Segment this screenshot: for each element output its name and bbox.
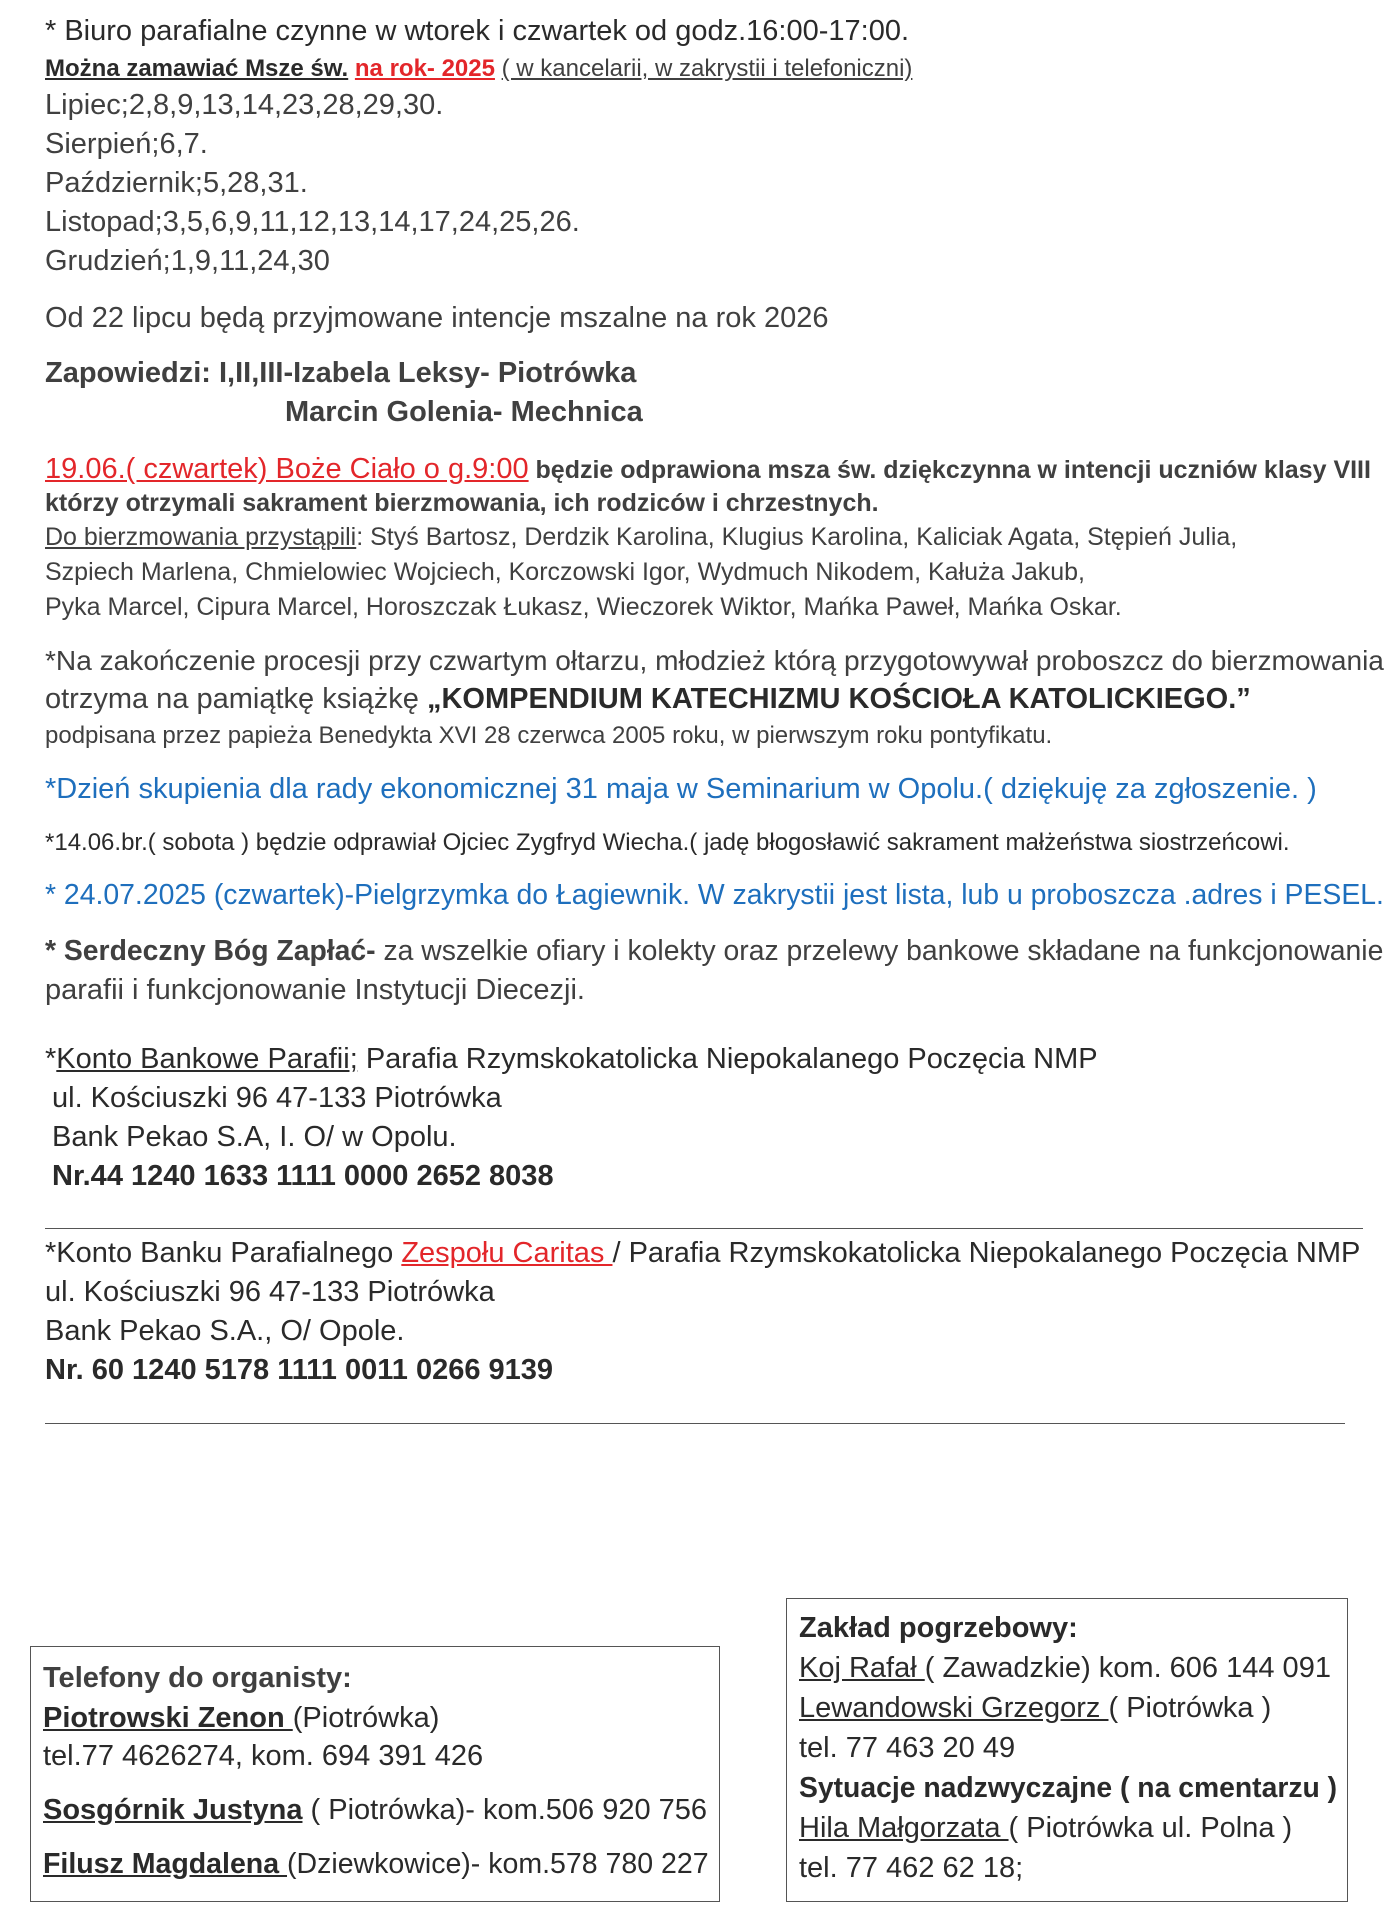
available-date-november: Listopad;3,5,6,9,11,12,13,14,17,24,25,26. <box>45 206 580 238</box>
available-date-august: Sierpień;6,7. <box>45 128 208 160</box>
thanks-line-2: parafii i funkcjonowanie Instytucji Diecezji. <box>45 974 585 1006</box>
caritas-account-bank: Bank Pekao S.A., O/ Opole. <box>45 1315 405 1347</box>
emergency-title: Sytuacje nadzwyczajne ( na cmentarzu ) <box>799 1772 1338 1804</box>
office-hours: * Biuro parafialne czynne w wtorek i czwartek od godz.16:00-17:00. <box>45 15 910 47</box>
procession-line-2: otrzyma na pamiątkę książkę „KOMPENDIUM KATECHIZMU KOŚCIOŁA KATOLICKIEGO.” <box>45 683 1251 715</box>
saturday-notice: *14.06.br.( sobota ) będzie odprawiał Ojciec Zygfryd Wiecha.( jadę błogosławić sakrament małżeństwa siostrzeńcowi. <box>45 829 1290 856</box>
confirmation-list-2: Szpiech Marlena, Chmielowiec Wojciech, Korczowski Igor, Wydmuch Nikodem, Kałuża Jakub, <box>45 558 1086 586</box>
confirmation-list-label: Do bierzmowania przystąpili <box>45 523 357 551</box>
funeral-contact-2-phone: tel. 77 463 20 49 <box>799 1732 1016 1764</box>
parish-account-number: Nr.44 1240 1633 1111 0000 2652 8038 <box>52 1160 554 1192</box>
thanks-line-1: * Serdeczny Bóg Zapłać- za wszelkie ofiary i kolekty oraz przelewy bankowe składane na funkcjonowanie <box>45 935 1384 967</box>
thanks-bold: * Serdeczny Bóg Zapłać- <box>45 935 376 967</box>
corpus-christi-text: będzie odprawiona msza św. dziękczynna w intencji uczniów klasy VIII <box>528 456 1371 484</box>
funeral-contact-1: Koj Rafał ( Zawadzkie) kom. 606 144 091 <box>799 1652 1331 1684</box>
intentions-2026: Od 22 lipcu będą przyjmowane intencje mszalne na rok 2026 <box>45 302 829 334</box>
retreat-notice: *Dzień skupienia dla rady ekonomicznej 31 maja w Seminarium w Opolu.( dziękuję za zgłoszenie. ) <box>45 773 1317 805</box>
available-date-october: Październik;5,28,31. <box>45 167 308 199</box>
funeral-contact-2: Lewandowski Grzegorz ( Piotrówka ) <box>799 1692 1272 1724</box>
corpus-christi-line <box>45 452 1371 486</box>
mass-orders-lead: Można zamawiać Msze św. <box>45 55 349 82</box>
divider-top <box>45 1228 1363 1229</box>
mass-orders-line <box>45 54 912 84</box>
caritas-account-address: ul. Kościuszki 96 47-133 Piotrówka <box>45 1276 495 1308</box>
mass-orders-year: na rok- 2025 <box>354 55 495 82</box>
organist-1: Piotrowski Zenon (Piotrówka) <box>43 1702 440 1734</box>
mass-orders-where: ( w kancelarii, w zakrystii i telefoniczni) <box>501 55 913 82</box>
confirmation-list-1: Do bierzmowania przystąpili: Styś Bartosz, Derdzik Karolina, Klugius Karolina, Kaliciak Agata, Stępień Julia, <box>45 523 1238 551</box>
caritas-account-number: Nr. 60 1240 5178 1111 0011 0266 9139 <box>45 1354 554 1386</box>
parish-account-label: Konto Bankowe Parafii; <box>56 1043 358 1075</box>
funeral-box <box>786 1598 1348 1902</box>
funeral-contact-3-phone: tel. 77 462 62 18; <box>799 1852 1024 1884</box>
corpus-christi-text-2: którzy otrzymali sakrament bierzmowania, ich rodziców i chrzestnych. <box>45 489 879 517</box>
organist-3: Filusz Magdalena (Dziewkowice)- kom.578 780 227 <box>43 1848 709 1880</box>
pilgrimage-notice: * 24.07.2025 (czwartek)-Pielgrzymka do Łagiewnik. W zakrystii jest lista, lub u proboszcza .adres i PESEL. <box>45 879 1384 911</box>
parish-account-line: *Konto Bankowe Parafii; Parafia Rzymskokatolicka Niepokalanego Poczęcia NMP <box>45 1043 1098 1075</box>
funeral-title: Zakład pogrzebowy: <box>799 1612 1078 1644</box>
divider-bottom <box>45 1423 1345 1424</box>
available-date-december: Grudzień;1,9,11,24,30 <box>45 245 330 277</box>
book-title: „KOMPENDIUM KATECHIZMU KOŚCIOŁA KATOLICKIEGO.” <box>426 683 1251 715</box>
procession-line-3: podpisana przez papieża Benedykta XVI 28 czerwca 2005 roku, w pierwszym roku pontyfikatu. <box>45 722 1053 749</box>
organists-title: Telefony do organisty: <box>43 1662 352 1694</box>
caritas-account-line: *Konto Banku Parafialnego Zespołu Caritas / Parafia Rzymskokatolicka Niepokalanego Poczęcia NMP <box>45 1237 1361 1269</box>
confirmation-list-3: Pyka Marcel, Cipura Marcel, Horoszczak Łukasz, Wieczorek Wiktor, Mańka Paweł, Mańka Oskar. <box>45 593 1122 621</box>
banns-line: Zapowiedzi: I,II,III-Izabela Leksy- Piotrówka <box>45 357 637 389</box>
organist-1-phone: tel.77 4626274, kom. 694 391 426 <box>43 1740 484 1772</box>
parish-account-address: ul. Kościuszki 96 47-133 Piotrówka <box>52 1082 502 1114</box>
caritas-name: Zespołu Caritas <box>401 1237 613 1269</box>
organist-2: Sosgórnik Justyna ( Piotrówka)- kom.506 920 756 <box>43 1794 708 1826</box>
procession-line-1: *Na zakończenie procesji przy czwartym ołtarzu, młodzież którą przygotowywał proboszcz do bierzmowania <box>45 645 1384 676</box>
available-date-july: Lipiec;2,8,9,13,14,23,28,29,30. <box>45 89 444 121</box>
funeral-contact-3: Hila Małgorzata ( Piotrówka ul. Polna ) <box>799 1812 1293 1844</box>
corpus-christi-date: 19.06.( czwartek) Boże Ciało o g.9:00 <box>45 453 529 485</box>
organists-box <box>30 1646 720 1902</box>
parish-account-bank: Bank Pekao S.A, I. O/ w Opolu. <box>52 1121 457 1153</box>
banns-second: Marcin Golenia- Mechnica <box>285 396 643 428</box>
